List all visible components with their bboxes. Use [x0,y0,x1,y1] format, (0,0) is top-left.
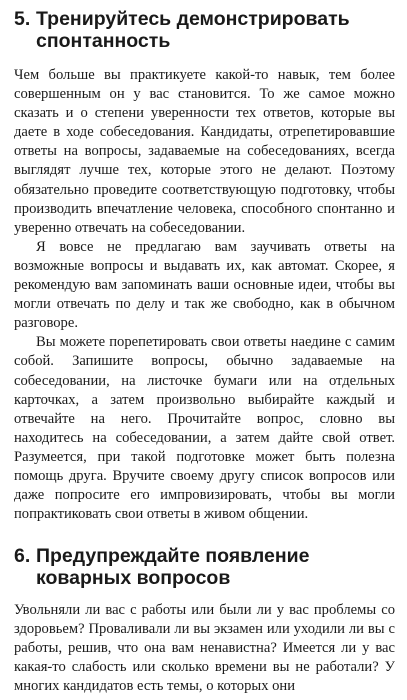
section-5-paragraph-3: Вы можете порепетировать свои ответы наедине с самим собой. Запишите вопросы, обычно задаваемые на собеседовании, на листочке бумаги или на отдельных карточках, а затем произвольно выбирайте каждый и отвечайте на него. Прочитайте вопрос, словно вы находитесь на собеседовании, а затем дайте свой ответ. Разумеется, при такой подготовке может быть полезна помощь друга. Вручите своему другу список вопросов или даже попросите его импровизировать, чтобы вы могли попрактиковать свои ответы в живом общении. [14,334,395,523]
section-6-body [14,601,395,696]
section-5-paragraph-1: Чем больше вы практикуете какой-то навык, тем более совершенным он у вас становится. То же самое можно сказать и о степени уверенности тех ответов, которые вы даете в ходе собеседования. Кандидаты, отрепетировавшие ответы на вопросы, задаваемые на собеседованиях, всегда выглядят лучше тех, которые этого не делают. Поэтому обязательно проведите соответствующую подготовку, чтобы производить впечатление человека, способного спонтанно и уверенно отвечать на собеседовании. [14,67,395,236]
section-5-heading [14,8,395,52]
section-6-title: Предупреждайте появление коварных вопросов [36,545,310,589]
section-5-number: 5. [14,8,31,30]
section-5-title: Тренируйтесь демонстрировать спонтанность [36,8,350,52]
section-6-number: 6. [14,545,31,567]
section-6-paragraph-1: Увольняли ли вас с работы или были ли у вас проблемы со здоровьем? Проваливали ли вы экзамен или уходили ли вы с работы, решив, что она вам ненавистна? Имеется ли у вас какая-то слабость или сколько времени вы не работали? У многих кандидатов есть темы, о которых они [14,602,395,695]
section-5-paragraph-2: Я вовсе не предлагаю вам заучивать ответы на возможные вопросы и выдавать их, как автомат. Скорее, я рекомендую вам запоминать ваши основные идеи, чтобы вы могли отвечать по делу и так же свободно, как в обычном разговоре. [14,238,395,332]
section-6-heading [14,545,395,589]
section-5-body [14,66,395,524]
